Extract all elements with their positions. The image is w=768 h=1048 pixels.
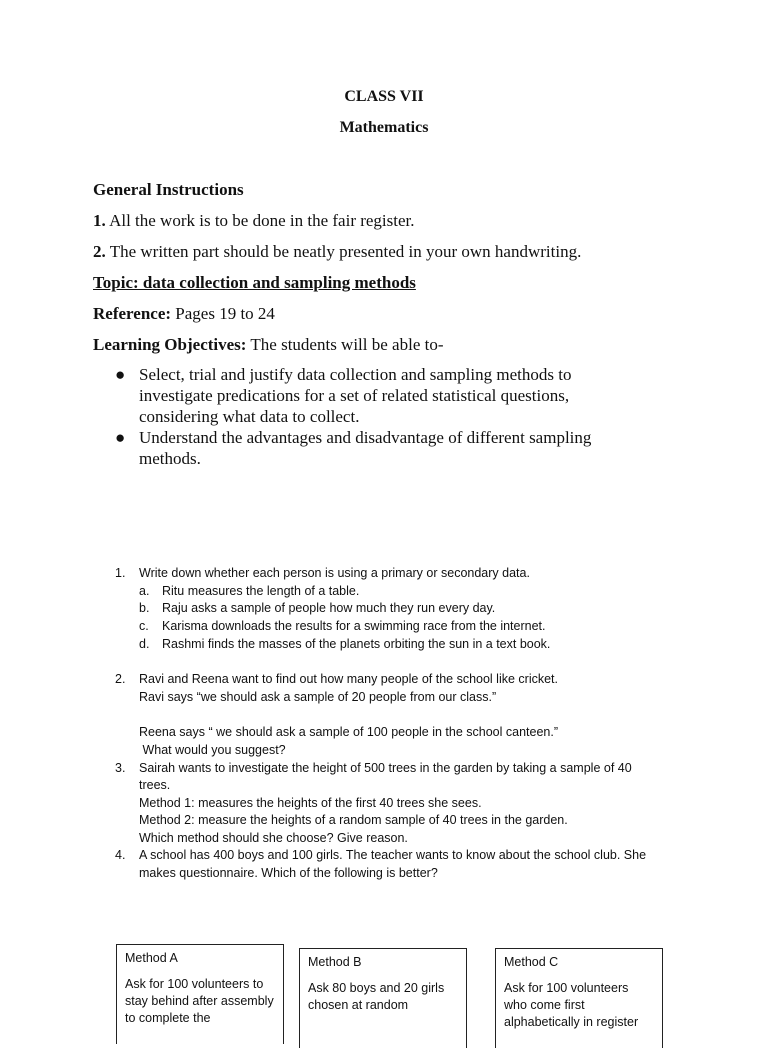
sub-letter: d.	[139, 637, 150, 651]
instruction-text: All the work is to be done in the fair register.	[109, 211, 415, 230]
question-number: 4.	[115, 848, 126, 862]
question-text: Ravi and Reena want to find out how many people of the school like cricket.	[139, 672, 558, 686]
instruction-number: 2.	[93, 242, 106, 261]
question-number: 1.	[115, 566, 126, 580]
instruction-item-2	[93, 242, 581, 262]
method-text: Ask for 100 volunteers to stay behind after assembly to complete the	[125, 977, 274, 1025]
question-text: trees.	[139, 778, 171, 792]
objectives-list	[93, 364, 633, 469]
question-number: 2.	[115, 672, 126, 686]
question-text: Ravi says “we should ask a sample of 20 people from our class.”	[139, 690, 497, 704]
method-text: Ask for 100 volunteers who come first alphabetically in register	[504, 981, 639, 1029]
sub-letter: c.	[139, 619, 149, 633]
subject-heading: Mathematics	[339, 119, 429, 136]
method-b-box	[299, 948, 467, 1048]
sub-text: Raju asks a sample of people how much they run every day.	[162, 601, 496, 615]
objectives-intro: The students will be able to-	[250, 335, 444, 354]
objectives-line	[93, 335, 444, 355]
method-title: Method B	[308, 955, 362, 969]
reference-label: Reference:	[93, 304, 172, 323]
question-number: 3.	[115, 761, 126, 775]
objective-item	[93, 427, 633, 469]
bullet-icon: ●	[115, 428, 126, 447]
reference-value: Pages 19 to 24	[175, 304, 275, 323]
bullet-icon: ●	[115, 365, 126, 384]
instruction-text: The written part should be neatly presented in your own handwriting.	[109, 242, 582, 261]
method-a-box	[116, 944, 284, 1044]
method-text: Ask 80 boys and 20 girls chosen at random	[308, 981, 445, 1012]
question-text: What would you suggest?	[139, 743, 286, 757]
sub-text: Karisma downloads the results for a swimming race from the internet.	[162, 619, 546, 633]
instruction-number: 1.	[93, 211, 106, 230]
sub-text: Rashmi finds the masses of the planets orbiting the sun in a text book.	[162, 637, 551, 651]
method-title: Method A	[125, 951, 178, 965]
question-text: Write down whether each person is using a primary or secondary data.	[139, 566, 530, 580]
question-text: Which method should she choose? Give reason.	[139, 831, 408, 845]
instructions-heading: General Instructions	[93, 180, 244, 199]
method-title: Method C	[504, 955, 559, 969]
method-c-box	[495, 948, 663, 1048]
question-text: Sairah wants to investigate the height of 500 trees in the garden by taking a sample of 40	[139, 761, 632, 775]
sub-letter: a.	[139, 584, 150, 598]
objective-text: Understand the advantages and disadvantage of different sampling methods.	[139, 428, 592, 468]
objective-item	[93, 364, 633, 427]
question-text: Method 2: measure the heights of a random sample of 40 trees in the garden.	[139, 813, 568, 827]
sub-letter: b.	[139, 601, 150, 615]
objective-text: Select, trial and justify data collection and sampling methods to investigate predications for a set of related statistical questions, considering what data to collect.	[139, 365, 572, 426]
question-text: Method 1: measures the heights of the first 40 trees she sees.	[139, 796, 482, 810]
sub-text: Ritu measures the length of a table.	[162, 584, 360, 598]
reference-line	[93, 304, 275, 324]
question-text: makes questionnaire. Which of the following is better?	[139, 866, 438, 880]
objectives-label: Learning Objectives:	[93, 335, 247, 354]
question-text: A school has 400 boys and 100 girls. The teacher wants to know about the school club. She	[139, 848, 647, 862]
topic-line: Topic: data collection and sampling methods	[93, 273, 416, 292]
question-text: Reena says “ we should ask a sample of 100 people in the school canteen.”	[139, 725, 559, 739]
instruction-item-1	[93, 211, 415, 231]
class-heading: CLASS VII	[344, 88, 424, 105]
